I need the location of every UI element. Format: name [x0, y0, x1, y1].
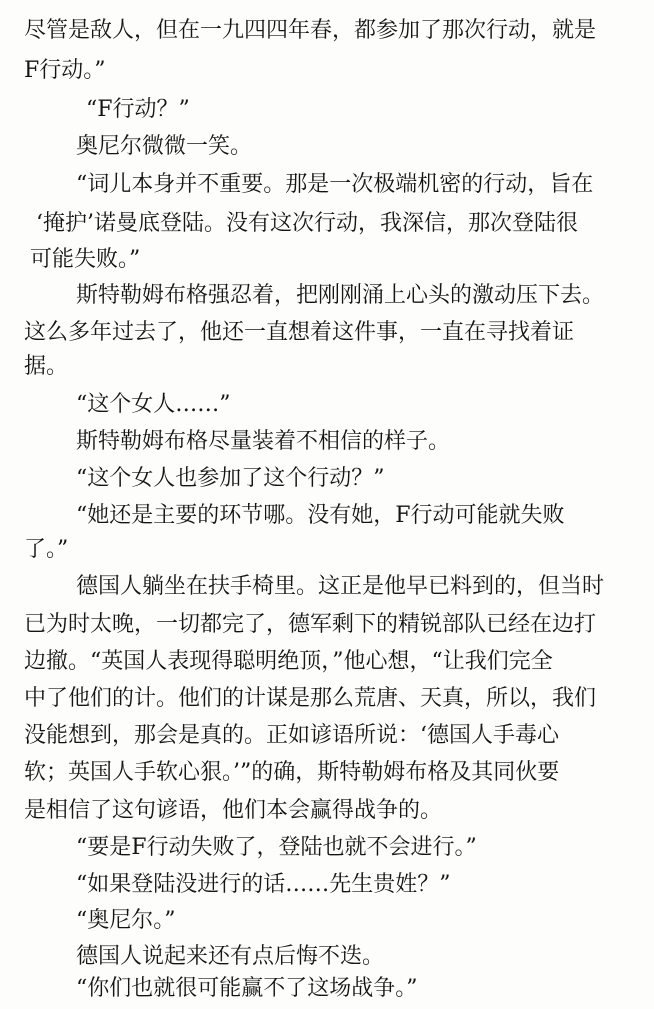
text-line: “词儿本身并不重要。那是一次极端机密的行动，旨在: [76, 172, 594, 197]
text-line: ‘掩护’诺曼底登陆。没有这次行动，我深信，那次登陆很: [36, 211, 578, 236]
text-line: “F行动？”: [86, 97, 190, 122]
text-line: “你们也就很可能赢不了这场战争。”: [76, 976, 418, 1001]
text-line: 斯特勒姆布格强忍着，把刚刚涌上心头的激动压下去。: [76, 283, 605, 308]
text-line: 是相信了这句谚语，他们本会赢得战争的。: [24, 798, 443, 823]
text-line: 软；英国人手软心狠。’”的确，斯特勒姆布格及其同伙要: [24, 760, 560, 785]
text-line: “如果登陆没进行的话……先生贵姓？”: [76, 872, 451, 897]
text-line: 据。: [24, 354, 69, 379]
text-line: 没能想到，那会是真的。正如谚语所说：‘德国人手毒心: [24, 723, 559, 748]
text-line: “这个女人也参加了这个行动？”: [76, 466, 385, 491]
text-line: 中了他们的计。他们的计谋是那么荒唐、天真，所以，我们: [24, 686, 597, 711]
text-line: 德国人说起来还有点后悔不迭。: [76, 944, 385, 969]
text-line: 尽管是敌人，但在一九四四年春，都参加了那次行动，就是: [24, 18, 597, 43]
text-line: “奥尼尔。”: [76, 908, 176, 933]
text-line: 这么多年过去了，他还一直想着这件事，一直在寻找着证: [24, 320, 575, 345]
text-line: 斯特勒姆布格尽量装着不相信的样子。: [76, 429, 451, 454]
text-line: 边撤。“英国人表现得聪明绝顶，”他心想，“让我们完全: [24, 649, 553, 674]
text-line: “她还是主要的环节哪。没有她，F行动可能就失败: [76, 503, 565, 528]
text-line: “这个女人……”: [76, 392, 231, 417]
text-line: “要是F行动失败了，登陆也就不会进行。”: [76, 835, 477, 860]
text-line: 可能失败。”: [30, 247, 141, 272]
text-line: 已为时太晚，一切都完了，德军剩下的精锐部队已经在边打: [24, 612, 597, 637]
text-line: 德国人躺坐在扶手椅里。这正是他早已料到的，但当时: [76, 574, 605, 599]
text-line: 了。”: [24, 537, 69, 562]
text-line: 奥尼尔微微一笑。: [76, 134, 253, 159]
text-line: F行动。”: [24, 58, 106, 83]
